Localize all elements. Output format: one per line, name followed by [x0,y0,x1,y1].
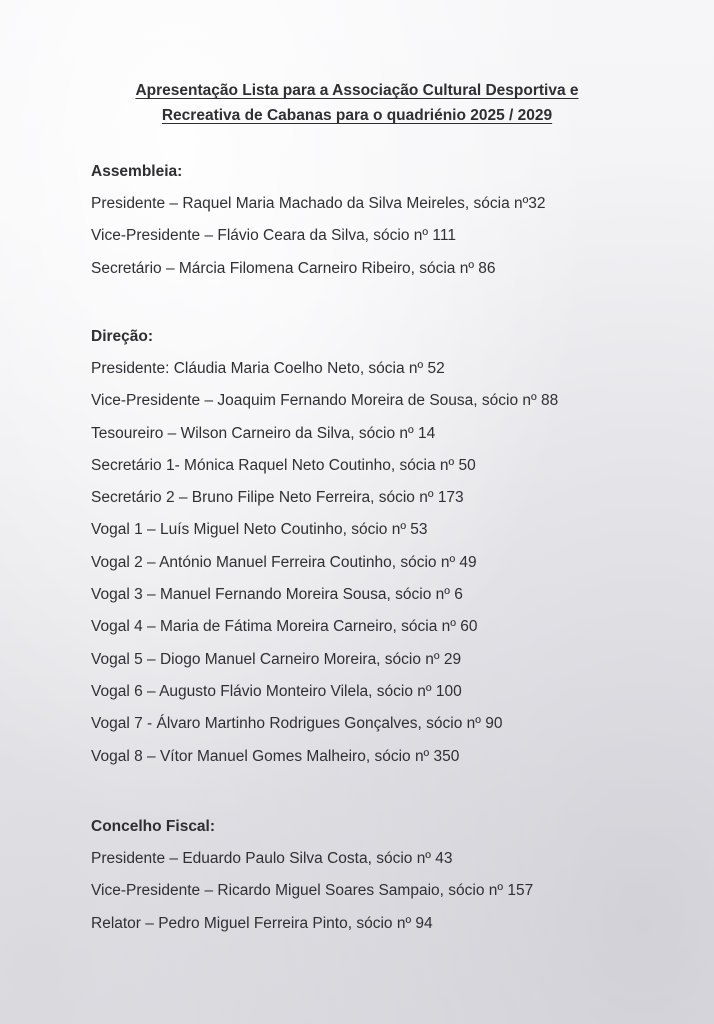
list-item: Vogal 1 – Luís Miguel Neto Coutinho, sócio nº 53 [91,521,428,539]
list-item: Secretário 1- Mónica Raquel Neto Coutinho, sócia nº 50 [91,456,476,474]
document-title [0,78,714,128]
section-concelho-fiscal [91,811,691,940]
section-heading: Direção: [91,328,154,345]
list-item: Vogal 8 – Vítor Manuel Gomes Malheiro, sócio nº 350 [91,747,460,765]
title-line-2: Recreativa de Cabanas para o quadriénio 2025 / 2029 [161,107,553,124]
list-item: Vogal 4 – Maria de Fátima Moreira Carneiro, sócia nº 60 [91,618,478,636]
list-item: Secretário – Márcia Filomena Carneiro Ribeiro, sócia nº 86 [91,259,496,277]
list-item: Presidente – Raquel Maria Machado da Silva Meireles, sócia nº32 [91,195,546,212]
list-item: Vice-Presidente – Ricardo Miguel Soares Sampaio, sócio nº 157 [91,882,534,900]
section-heading: Assembleia: [91,163,183,180]
list-item: Relator – Pedro Miguel Ferreira Pinto, sócio nº 94 [91,914,433,932]
list-item: Presidente – Eduardo Paulo Silva Costa, sócio nº 43 [91,850,453,867]
section-heading: Concelho Fiscal: [91,818,216,835]
list-item: Vice-Presidente – Flávio Ceara da Silva, sócio nº 111 [91,227,456,245]
list-item: Tesoureiro – Wilson Carneiro da Silva, sócio nº 14 [91,424,436,442]
list-item: Vogal 3 – Manuel Fernando Moreira Sousa, sócio nº 6 [91,586,463,604]
list-item: Vogal 7 - Álvaro Martinho Rodrigues Gonçalves, sócio nº 90 [91,715,503,733]
list-item: Vogal 5 – Diogo Manuel Carneiro Moreira, sócio nº 29 [91,650,462,668]
list-item: Secretário 2 – Bruno Filipe Neto Ferreira, sócio nº 173 [91,489,464,507]
section-assembleia [91,156,691,285]
list-item: Vogal 2 – António Manuel Ferreira Coutinho, sócio nº 49 [91,553,477,571]
list-item: Vice-Presidente – Joaquim Fernando Moreira de Sousa, sócio nº 88 [91,392,559,410]
section-direcao [91,321,691,773]
title-line-1: Apresentação Lista para a Associação Cultural Desportiva e [135,82,579,99]
list-item: Presidente: Cláudia Maria Coelho Neto, sócia nº 52 [91,360,445,377]
list-item: Vogal 6 – Augusto Flávio Monteiro Vilela, sócio nº 100 [91,682,462,700]
